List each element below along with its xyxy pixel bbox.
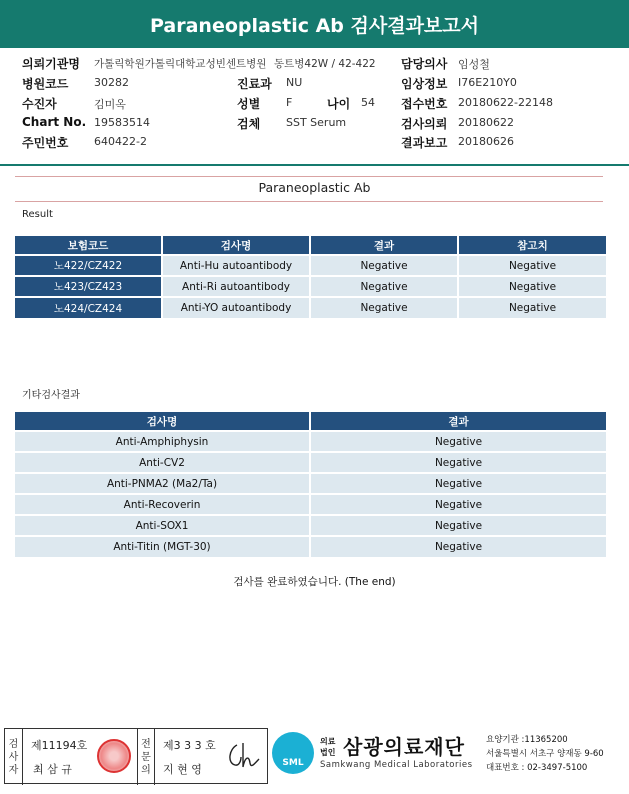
header-test-name: 검사명 (162, 236, 310, 255)
table-row (15, 431, 606, 452)
table-row (15, 276, 606, 297)
result-value: Negative (310, 536, 606, 557)
receipt-label: 접수번호 (401, 97, 448, 111)
other-results-table (15, 412, 606, 557)
reference-value: Negative (458, 255, 606, 276)
test-name: Anti-Recoverin (15, 494, 310, 515)
request-label: 검사의뢰 (401, 117, 448, 131)
table-header-row (15, 236, 606, 255)
age-value: 54 (361, 96, 375, 109)
table-row (15, 515, 606, 536)
hospital-label: 의뢰기관명 (22, 57, 80, 71)
doctor-label: 담당의사 (401, 57, 448, 71)
result-value: Negative (310, 431, 606, 452)
table-row (15, 494, 606, 515)
sml-logo-icon: SML (272, 732, 314, 774)
result-value: Negative (310, 255, 458, 276)
divider-bottom (15, 201, 603, 202)
table-row (15, 297, 606, 318)
clinical-label: 임상정보 (401, 77, 448, 91)
seal-stamp-icon (97, 739, 131, 773)
examiner-number: 제11194호 (31, 739, 88, 752)
signature-box (4, 728, 268, 784)
org-address: 서울특별시 서초구 양재동 9-60 (486, 749, 604, 759)
id-value: 640422-2 (94, 135, 147, 148)
other-results-label: 기타검사결과 (22, 390, 80, 401)
insurance-code: 노424/CZ424 (15, 297, 162, 318)
test-name: Anti-CV2 (15, 452, 310, 473)
test-name: Anti-SOX1 (15, 515, 310, 536)
result-table (15, 236, 606, 318)
specimen-value: SST Serum (286, 116, 347, 129)
patient-label: 수진자 (22, 97, 57, 111)
specialist-number: 제3 3 3 호 (163, 739, 216, 752)
specialist-label: 전 문 의 (137, 729, 155, 785)
chart-label: Chart No. (22, 115, 87, 129)
insurance-code: 노423/CZ423 (15, 276, 162, 297)
result-value: Negative (310, 494, 606, 515)
result-value: Negative (310, 473, 606, 494)
test-name: Anti-YO autoantibody (162, 297, 310, 318)
code-label: 병원코드 (22, 77, 69, 91)
report-label: 결과보고 (401, 136, 448, 150)
test-name: Anti-Hu autoantibody (162, 255, 310, 276)
org-phone: 대표번호 : 02-3497-5100 (486, 763, 588, 773)
footer (0, 728, 629, 788)
age-label: 나이 (327, 97, 351, 111)
org-name: 삼광의료재단 (343, 735, 465, 759)
id-label: 주민번호 (22, 136, 69, 150)
examiner-name: 최 삼 규 (33, 763, 72, 776)
org-code: 요양기관 :11365200 (486, 735, 568, 745)
patient-info-panel (0, 48, 629, 166)
reference-value: Negative (458, 276, 606, 297)
section-title: Paraneoplastic Ab (258, 180, 371, 195)
test-name: Anti-Ri autoantibody (162, 276, 310, 297)
divider-top (15, 176, 603, 177)
report-title: Paraneoplastic Ab 검사결과보고서 (0, 0, 629, 48)
dept-label: 진료과 (237, 77, 272, 91)
sex-value: F (286, 96, 293, 109)
examiner-label: 검 사 자 (5, 729, 23, 785)
specialist-name: 지 현 영 (163, 763, 202, 776)
test-name: Anti-PNMA2 (Ma2/Ta) (15, 473, 310, 494)
request-value: 20180622 (458, 116, 514, 129)
table-header-row (15, 412, 606, 431)
chart-value: 19583514 (94, 116, 150, 129)
result-label: Result (22, 209, 53, 220)
table-row (15, 255, 606, 276)
hospital-value: 가톨릭학원가톨릭대학교성빈센트병원 (94, 58, 267, 70)
specimen-label: 검체 (237, 117, 261, 131)
result-value: Negative (310, 515, 606, 536)
dept-value: NU (286, 76, 303, 89)
result-value: Negative (310, 297, 458, 318)
insurance-code: 노422/CZ422 (15, 255, 162, 276)
org-english-name: Samkwang Medical Laboratories (320, 760, 473, 770)
header-result: 결과 (310, 236, 458, 255)
header-insurance-code: 보험코드 (15, 236, 162, 255)
result-value: Negative (310, 452, 606, 473)
test-name: Anti-Titin (MGT-30) (15, 536, 310, 557)
clinical-value: I76E210Y0 (458, 76, 517, 89)
report-value: 20180626 (458, 135, 514, 148)
patient-value: 김미옥 (94, 98, 126, 111)
table-row (15, 452, 606, 473)
result-value: Negative (310, 276, 458, 297)
sex-label: 성별 (237, 97, 261, 111)
receipt-value: 20180622-22148 (458, 96, 553, 109)
signature-icon (223, 739, 263, 775)
ward-value: 동트병42W / 42-422 (274, 58, 376, 70)
header-result: 결과 (310, 412, 606, 431)
doctor-value: 임성철 (458, 58, 490, 71)
header-test-name: 검사명 (15, 412, 310, 431)
test-name: Anti-Amphiphysin (15, 431, 310, 452)
table-row (15, 473, 606, 494)
code-value: 30282 (94, 76, 129, 89)
header-reference: 참고치 (458, 236, 606, 255)
end-note: 검사를 완료하였습니다. (The end) (233, 576, 396, 588)
table-row (15, 536, 606, 557)
reference-value: Negative (458, 297, 606, 318)
org-type: 의료 법인 (320, 737, 336, 757)
